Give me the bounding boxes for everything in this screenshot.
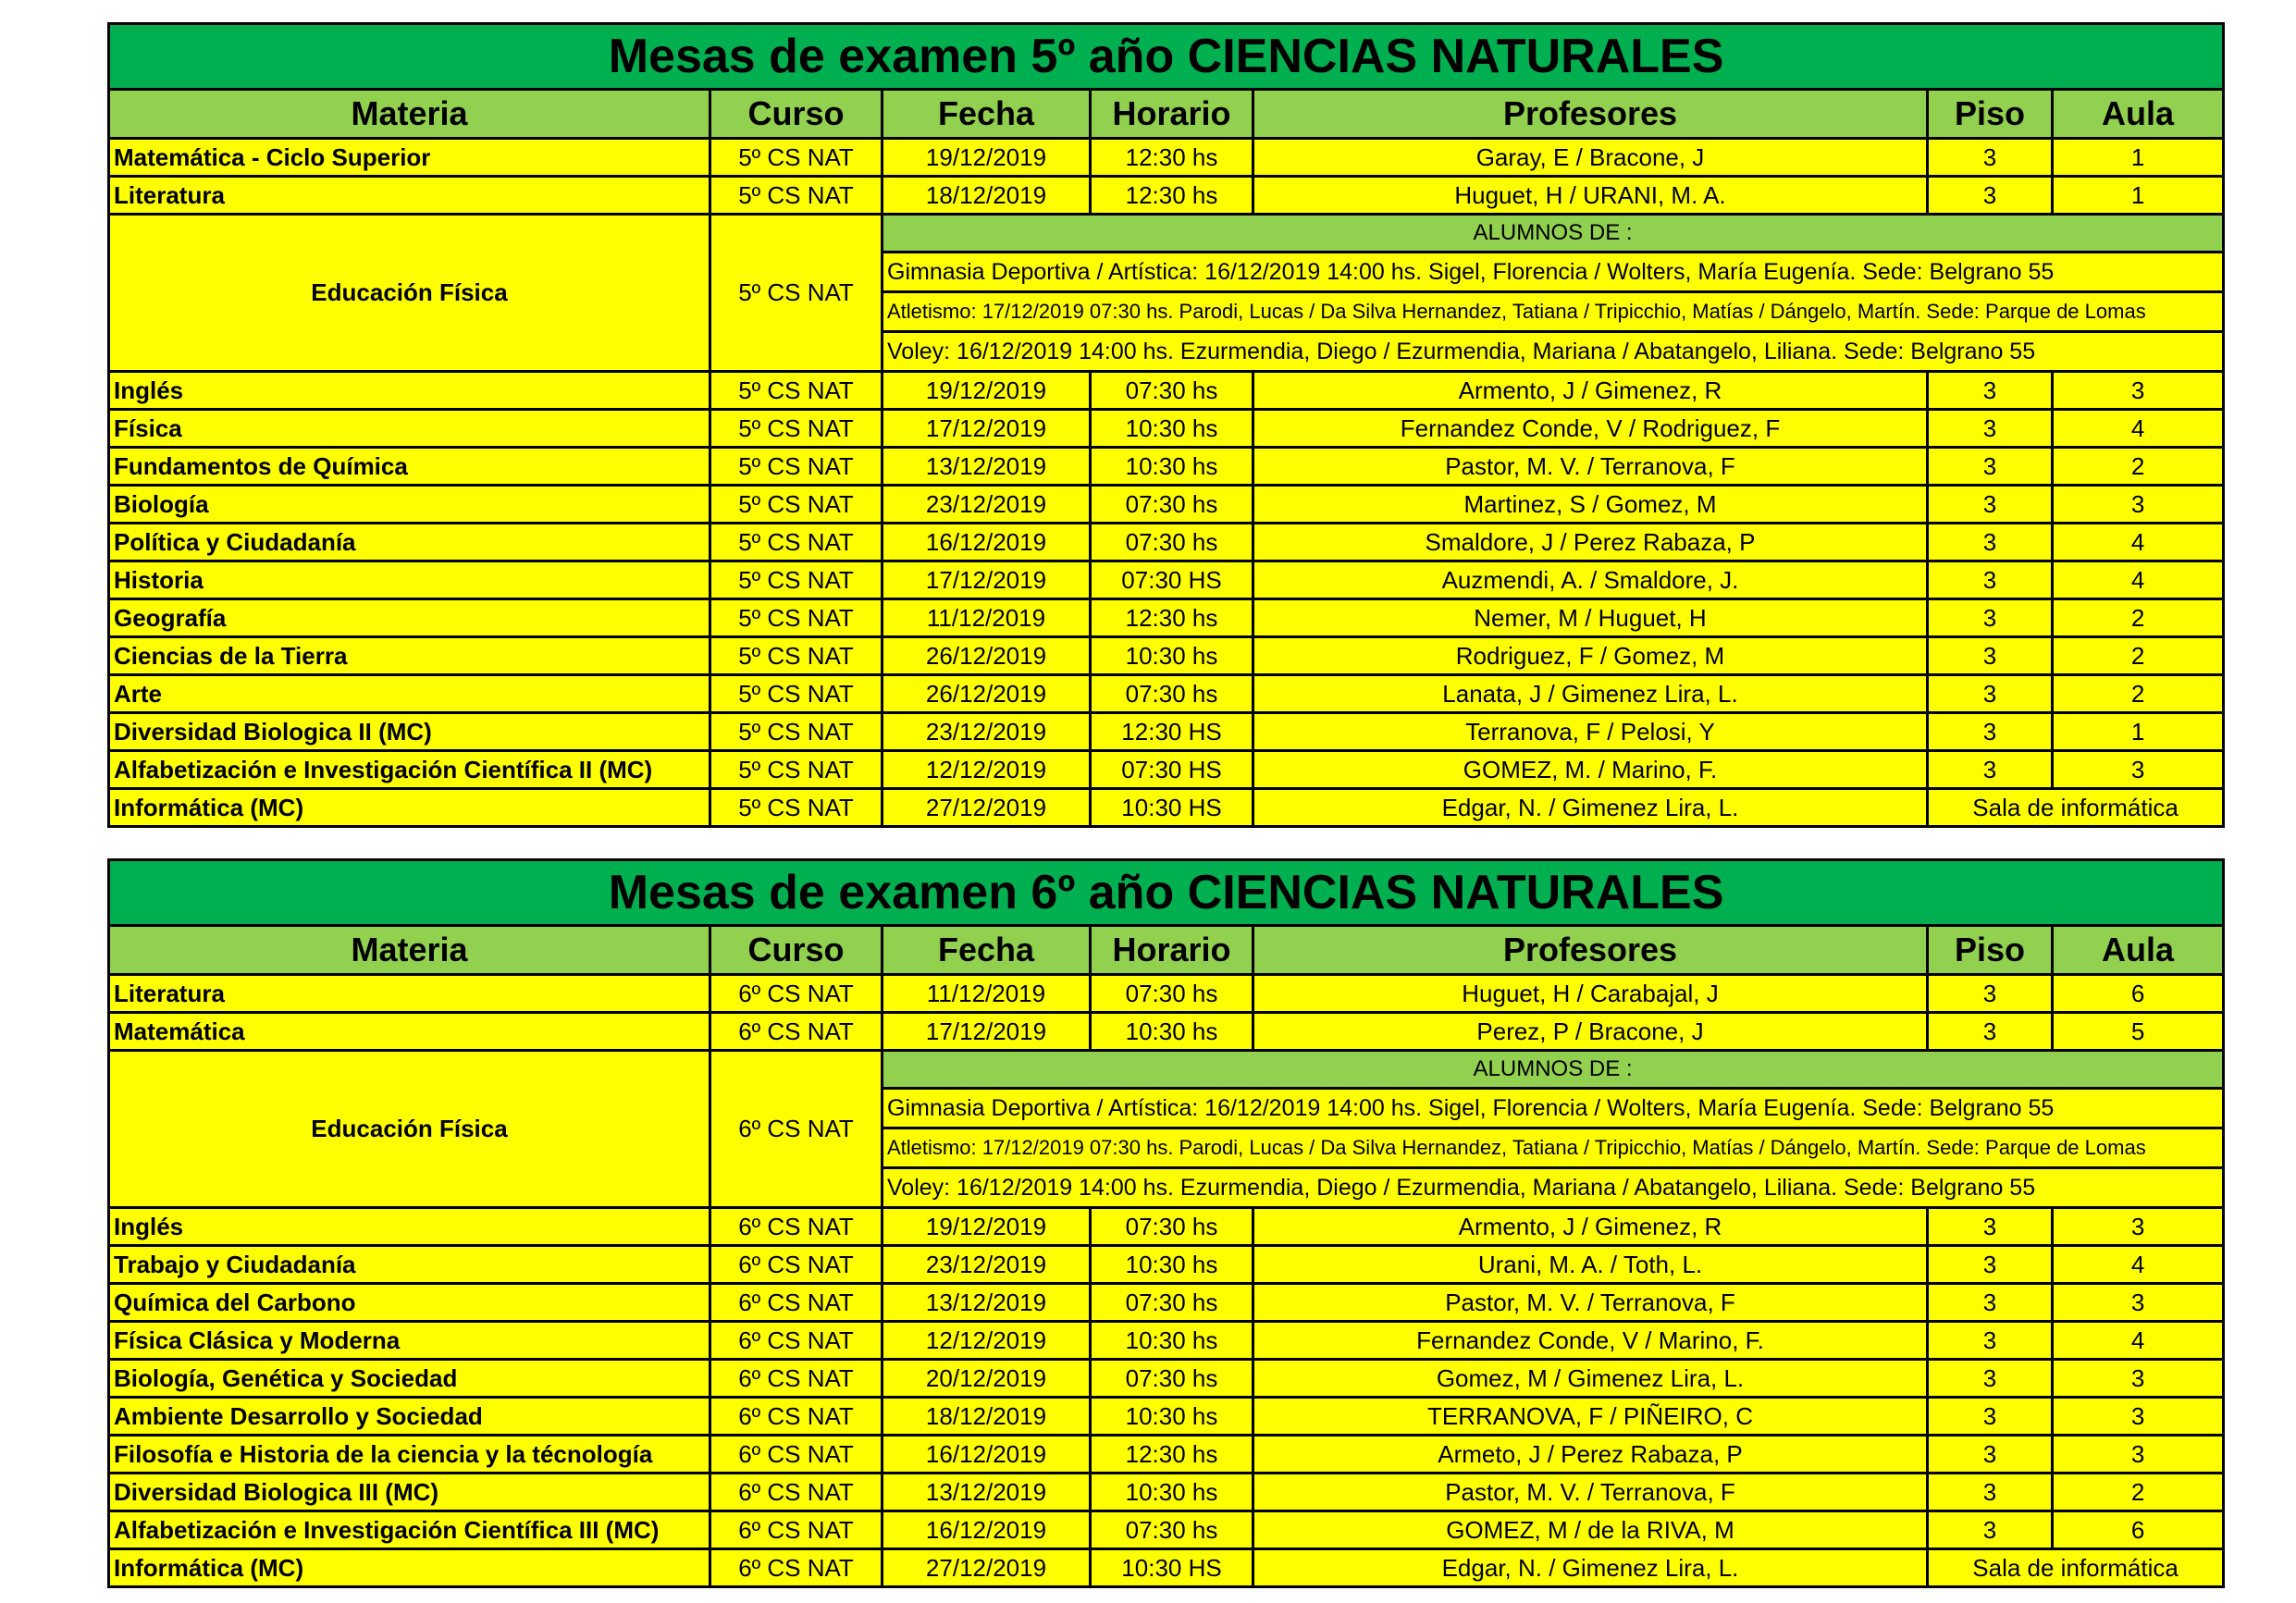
table-title-row	[109, 860, 2224, 926]
column-header: Curso	[710, 926, 883, 975]
profesores-cell: Gomez, M / Gimenez Lira, L.	[1253, 1360, 1928, 1398]
table-row	[109, 1246, 2224, 1284]
profesores-cell: Pastor, M. V. / Terranova, F	[1253, 1474, 1928, 1511]
table-title-row	[109, 24, 2224, 90]
ef-note: Voley: 16/12/2019 14:00 hs. Ezurmendia, Diego / Ezurmendia, Mariana / Abatangelo, Liliana. Sede: Belgrano 55	[883, 332, 2224, 372]
aula-cell: 3	[2053, 751, 2224, 789]
materia-cell: Fundamentos de Química	[109, 448, 710, 486]
exam-table-6	[107, 858, 2222, 1588]
materia-cell: Ambiente Desarrollo y Sociedad	[109, 1398, 710, 1436]
horario-cell: 10:30 hs	[1091, 1246, 1253, 1284]
materia-cell: Historia	[109, 561, 710, 599]
aula-cell: 3	[2053, 1436, 2224, 1474]
fecha-cell: 23/12/2019	[883, 1246, 1091, 1284]
aula-cell: 3	[2053, 372, 2224, 410]
horario-cell: 12:30 HS	[1091, 713, 1253, 751]
column-header: Curso	[710, 90, 883, 139]
piso-cell: 3	[1928, 637, 2053, 675]
horario-cell: 12:30 hs	[1091, 599, 1253, 637]
curso-cell: 5º CS NAT	[710, 561, 883, 599]
curso-cell: 6º CS NAT	[710, 1549, 883, 1587]
profesores-cell: Huguet, H / Carabajal, J	[1253, 975, 1928, 1013]
table-title: Mesas de examen 5º año CIENCIAS NATURALES	[109, 24, 2224, 90]
table-row	[109, 751, 2224, 789]
sala-cell: Sala de informática	[1928, 1549, 2224, 1587]
materia-cell: Biología	[109, 486, 710, 524]
column-header: Piso	[1928, 926, 2053, 975]
aula-cell: 4	[2053, 1246, 2224, 1284]
table-row	[109, 1322, 2224, 1360]
column-header: Fecha	[883, 90, 1091, 139]
aula-cell: 5	[2053, 1013, 2224, 1051]
materia-cell: Física	[109, 410, 710, 448]
table-row	[109, 1511, 2224, 1549]
piso-cell: 3	[1928, 599, 2053, 637]
alumnos-label: ALUMNOS DE :	[883, 215, 2224, 253]
aula-cell: 3	[2053, 1208, 2224, 1246]
profesores-cell: Pastor, M. V. / Terranova, F	[1253, 448, 1928, 486]
horario-cell: 10:30 hs	[1091, 1013, 1253, 1051]
aula-cell: 3	[2053, 486, 2224, 524]
horario-cell: 10:30 hs	[1091, 1398, 1253, 1436]
table-row	[109, 1474, 2224, 1511]
profesores-cell: Pastor, M. V. / Terranova, F	[1253, 1284, 1928, 1322]
piso-cell: 3	[1928, 675, 2053, 713]
fecha-cell: 23/12/2019	[883, 486, 1091, 524]
piso-cell: 3	[1928, 372, 2053, 410]
profesores-cell: Smaldore, J / Perez Rabaza, P	[1253, 524, 1928, 561]
horario-cell: 12:30 hs	[1091, 1436, 1253, 1474]
aula-cell: 3	[2053, 1398, 2224, 1436]
table-row	[109, 524, 2224, 561]
table-row	[109, 1360, 2224, 1398]
materia-cell: Trabajo y Ciudadanía	[109, 1246, 710, 1284]
curso-cell: 6º CS NAT	[710, 1051, 883, 1208]
column-header: Fecha	[883, 926, 1091, 975]
profesores-cell: TERRANOVA, F / PIÑEIRO, C	[1253, 1398, 1928, 1436]
aula-cell: 2	[2053, 637, 2224, 675]
table-row	[109, 372, 2224, 410]
curso-cell: 6º CS NAT	[710, 1246, 883, 1284]
aula-cell: 1	[2053, 139, 2224, 177]
curso-cell: 5º CS NAT	[710, 177, 883, 215]
table-row	[109, 1013, 2224, 1051]
fecha-cell: 16/12/2019	[883, 1436, 1091, 1474]
materia-cell: Alfabetización e Investigación Científica II (MC)	[109, 751, 710, 789]
materia-cell: Informática (MC)	[109, 789, 710, 827]
table-row	[109, 789, 2224, 827]
materia-cell: Diversidad Biologica II (MC)	[109, 713, 710, 751]
fecha-cell: 20/12/2019	[883, 1360, 1091, 1398]
horario-cell: 07:30 hs	[1091, 1511, 1253, 1549]
column-header: Aula	[2053, 926, 2224, 975]
aula-cell: 2	[2053, 675, 2224, 713]
materia-cell: Literatura	[109, 177, 710, 215]
fecha-cell: 18/12/2019	[883, 177, 1091, 215]
horario-cell: 07:30 hs	[1091, 975, 1253, 1013]
table-row	[109, 1284, 2224, 1322]
header-row	[109, 926, 2224, 975]
curso-cell: 5º CS NAT	[710, 486, 883, 524]
profesores-cell: Martinez, S / Gomez, M	[1253, 486, 1928, 524]
aula-cell: 1	[2053, 177, 2224, 215]
curso-cell: 6º CS NAT	[710, 1398, 883, 1436]
fecha-cell: 17/12/2019	[883, 1013, 1091, 1051]
curso-cell: 6º CS NAT	[710, 1322, 883, 1360]
materia-cell: Inglés	[109, 372, 710, 410]
fecha-cell: 19/12/2019	[883, 139, 1091, 177]
fecha-cell: 16/12/2019	[883, 524, 1091, 561]
profesores-cell: Garay, E / Bracone, J	[1253, 139, 1928, 177]
horario-cell: 07:30 hs	[1091, 524, 1253, 561]
horario-cell: 07:30 hs	[1091, 675, 1253, 713]
piso-cell: 3	[1928, 410, 2053, 448]
table-row	[109, 177, 2224, 215]
profesores-cell: Fernandez Conde, V / Rodriguez, F	[1253, 410, 1928, 448]
materia-cell: Alfabetización e Investigación Científica III (MC)	[109, 1511, 710, 1549]
piso-cell: 3	[1928, 713, 2053, 751]
table-row	[109, 675, 2224, 713]
fecha-cell: 16/12/2019	[883, 1511, 1091, 1549]
curso-cell: 6º CS NAT	[710, 1474, 883, 1511]
piso-cell: 3	[1928, 486, 2053, 524]
fecha-cell: 13/12/2019	[883, 448, 1091, 486]
profesores-cell: Nemer, M / Huguet, H	[1253, 599, 1928, 637]
fecha-cell: 11/12/2019	[883, 599, 1091, 637]
table-row	[109, 561, 2224, 599]
horario-cell: 10:30 hs	[1091, 1474, 1253, 1511]
curso-cell: 5º CS NAT	[710, 524, 883, 561]
piso-cell: 3	[1928, 524, 2053, 561]
profesores-cell: Rodriguez, F / Gomez, M	[1253, 637, 1928, 675]
horario-cell: 07:30 hs	[1091, 372, 1253, 410]
materia-cell: Física Clásica y Moderna	[109, 1322, 710, 1360]
horario-cell: 12:30 hs	[1091, 177, 1253, 215]
table-row	[109, 1208, 2224, 1246]
fecha-cell: 17/12/2019	[883, 410, 1091, 448]
fecha-cell: 26/12/2019	[883, 637, 1091, 675]
curso-cell: 5º CS NAT	[710, 139, 883, 177]
fecha-cell: 26/12/2019	[883, 675, 1091, 713]
materia-cell: Ciencias de la Tierra	[109, 637, 710, 675]
alumnos-label: ALUMNOS DE :	[883, 1051, 2224, 1089]
piso-cell: 3	[1928, 448, 2053, 486]
aula-cell: 6	[2053, 975, 2224, 1013]
aula-cell: 2	[2053, 1474, 2224, 1511]
curso-cell: 5º CS NAT	[710, 448, 883, 486]
materia-cell: Inglés	[109, 1208, 710, 1246]
profesores-cell: Edgar, N. / Gimenez Lira, L.	[1253, 789, 1928, 827]
materia-cell: Informática (MC)	[109, 1549, 710, 1587]
horario-cell: 07:30 HS	[1091, 561, 1253, 599]
curso-cell: 6º CS NAT	[710, 1436, 883, 1474]
curso-cell: 5º CS NAT	[710, 215, 883, 372]
sala-cell: Sala de informática	[1928, 789, 2224, 827]
piso-cell: 3	[1928, 1360, 2053, 1398]
curso-cell: 5º CS NAT	[710, 751, 883, 789]
aula-cell: 4	[2053, 524, 2224, 561]
table-row	[109, 1436, 2224, 1474]
aula-cell: 2	[2053, 448, 2224, 486]
profesores-cell: Armento, J / Gimenez, R	[1253, 1208, 1928, 1246]
horario-cell: 10:30 hs	[1091, 410, 1253, 448]
table-row	[109, 448, 2224, 486]
curso-cell: 5º CS NAT	[710, 713, 883, 751]
horario-cell: 07:30 hs	[1091, 1208, 1253, 1246]
curso-cell: 6º CS NAT	[710, 975, 883, 1013]
table-row	[109, 637, 2224, 675]
ef-note: Voley: 16/12/2019 14:00 hs. Ezurmendia, Diego / Ezurmendia, Mariana / Abatangelo, Liliana. Sede: Belgrano 55	[883, 1168, 2224, 1208]
ef-note: Atletismo: 17/12/2019 07:30 hs. Parodi, Lucas / Da Silva Hernandez, Tatiana / Tripicchio, Matías / Dángelo, Martín. Sede: Parque de Lomas	[883, 1128, 2224, 1168]
materia-cell: Diversidad Biologica III (MC)	[109, 1474, 710, 1511]
piso-cell: 3	[1928, 1511, 2053, 1549]
curso-cell: 6º CS NAT	[710, 1284, 883, 1322]
ef-note: Gimnasia Deportiva / Artística: 16/12/2019 14:00 hs. Sigel, Florencia / Wolters, María Eugenía. Sede: Belgrano 55	[883, 1089, 2224, 1128]
table-row	[109, 713, 2224, 751]
profesores-cell: Armento, J / Gimenez, R	[1253, 372, 1928, 410]
aula-cell: 3	[2053, 1284, 2224, 1322]
materia-cell: Matemática - Ciclo Superior	[109, 139, 710, 177]
column-header: Materia	[109, 926, 710, 975]
fecha-cell: 12/12/2019	[883, 1322, 1091, 1360]
curso-cell: 5º CS NAT	[710, 372, 883, 410]
fecha-cell: 13/12/2019	[883, 1474, 1091, 1511]
curso-cell: 6º CS NAT	[710, 1013, 883, 1051]
fecha-cell: 27/12/2019	[883, 1549, 1091, 1587]
fecha-cell: 12/12/2019	[883, 751, 1091, 789]
piso-cell: 3	[1928, 1246, 2053, 1284]
curso-cell: 5º CS NAT	[710, 410, 883, 448]
exam-table	[107, 22, 2225, 828]
fecha-cell: 11/12/2019	[883, 975, 1091, 1013]
piso-cell: 3	[1928, 561, 2053, 599]
table-row	[109, 599, 2224, 637]
piso-cell: 3	[1928, 1474, 2053, 1511]
table-title: Mesas de examen 6º año CIENCIAS NATURALES	[109, 860, 2224, 926]
fecha-cell: 13/12/2019	[883, 1284, 1091, 1322]
curso-cell: 6º CS NAT	[710, 1208, 883, 1246]
column-header: Materia	[109, 90, 710, 139]
ef-note: Gimnasia Deportiva / Artística: 16/12/2019 14:00 hs. Sigel, Florencia / Wolters, María Eugenía. Sede: Belgrano 55	[883, 253, 2224, 292]
profesores-cell: Urani, M. A. / Toth, L.	[1253, 1246, 1928, 1284]
ef-row	[109, 215, 2224, 253]
profesores-cell: Armeto, J / Perez Rabaza, P	[1253, 1436, 1928, 1474]
horario-cell: 10:30 hs	[1091, 1322, 1253, 1360]
materia-cell: Política y Ciudadanía	[109, 524, 710, 561]
piso-cell: 3	[1928, 975, 2053, 1013]
profesores-cell: Fernandez Conde, V / Marino, F.	[1253, 1322, 1928, 1360]
horario-cell: 07:30 hs	[1091, 486, 1253, 524]
aula-cell: 6	[2053, 1511, 2224, 1549]
curso-cell: 5º CS NAT	[710, 789, 883, 827]
piso-cell: 3	[1928, 751, 2053, 789]
piso-cell: 3	[1928, 139, 2053, 177]
curso-cell: 5º CS NAT	[710, 599, 883, 637]
profesores-cell: Terranova, F / Pelosi, Y	[1253, 713, 1928, 751]
header-row	[109, 90, 2224, 139]
table-row	[109, 139, 2224, 177]
aula-cell: 1	[2053, 713, 2224, 751]
materia-cell: Educación Física	[109, 1051, 710, 1208]
piso-cell: 3	[1928, 1436, 2053, 1474]
profesores-cell: Huguet, H / URANI, M. A.	[1253, 177, 1928, 215]
materia-cell: Arte	[109, 675, 710, 713]
ef-row	[109, 1051, 2224, 1089]
horario-cell: 10:30 HS	[1091, 789, 1253, 827]
piso-cell: 3	[1928, 1284, 2053, 1322]
table-row	[109, 486, 2224, 524]
profesores-cell: Lanata, J / Gimenez Lira, L.	[1253, 675, 1928, 713]
column-header: Piso	[1928, 90, 2053, 139]
materia-cell: Matemática	[109, 1013, 710, 1051]
materia-cell: Química del Carbono	[109, 1284, 710, 1322]
materia-cell: Filosofía e Historia de la ciencia y la técnología	[109, 1436, 710, 1474]
curso-cell: 5º CS NAT	[710, 675, 883, 713]
fecha-cell: 18/12/2019	[883, 1398, 1091, 1436]
piso-cell: 3	[1928, 1322, 2053, 1360]
fecha-cell: 17/12/2019	[883, 561, 1091, 599]
column-header: Aula	[2053, 90, 2224, 139]
curso-cell: 5º CS NAT	[710, 637, 883, 675]
profesores-cell: GOMEZ, M / de la RIVA, M	[1253, 1511, 1928, 1549]
column-header: Profesores	[1253, 926, 1928, 975]
piso-cell: 3	[1928, 177, 2053, 215]
fecha-cell: 19/12/2019	[883, 372, 1091, 410]
piso-cell: 3	[1928, 1013, 2053, 1051]
exam-table-5	[107, 22, 2222, 828]
aula-cell: 4	[2053, 561, 2224, 599]
profesores-cell: Perez, P / Bracone, J	[1253, 1013, 1928, 1051]
column-header: Horario	[1091, 90, 1253, 139]
fecha-cell: 23/12/2019	[883, 713, 1091, 751]
horario-cell: 07:30 hs	[1091, 1284, 1253, 1322]
aula-cell: 2	[2053, 599, 2224, 637]
table-row	[109, 410, 2224, 448]
curso-cell: 6º CS NAT	[710, 1511, 883, 1549]
piso-cell: 3	[1928, 1398, 2053, 1436]
horario-cell: 10:30 HS	[1091, 1549, 1253, 1587]
table-row	[109, 1398, 2224, 1436]
curso-cell: 6º CS NAT	[710, 1360, 883, 1398]
horario-cell: 10:30 hs	[1091, 637, 1253, 675]
horario-cell: 10:30 hs	[1091, 448, 1253, 486]
materia-cell: Biología, Genética y Sociedad	[109, 1360, 710, 1398]
profesores-cell: GOMEZ, M. / Marino, F.	[1253, 751, 1928, 789]
profesores-cell: Auzmendi, A. / Smaldore, J.	[1253, 561, 1928, 599]
materia-cell: Literatura	[109, 975, 710, 1013]
exam-table	[107, 858, 2225, 1588]
aula-cell: 3	[2053, 1360, 2224, 1398]
column-header: Horario	[1091, 926, 1253, 975]
materia-cell: Educación Física	[109, 215, 710, 372]
aula-cell: 4	[2053, 410, 2224, 448]
aula-cell: 4	[2053, 1322, 2224, 1360]
horario-cell: 07:30 HS	[1091, 751, 1253, 789]
horario-cell: 07:30 hs	[1091, 1360, 1253, 1398]
table-row	[109, 975, 2224, 1013]
ef-note: Atletismo: 17/12/2019 07:30 hs. Parodi, Lucas / Da Silva Hernandez, Tatiana / Tripicchio, Matías / Dángelo, Martín. Sede: Parque de Lomas	[883, 292, 2224, 332]
fecha-cell: 19/12/2019	[883, 1208, 1091, 1246]
materia-cell: Geografía	[109, 599, 710, 637]
profesores-cell: Edgar, N. / Gimenez Lira, L.	[1253, 1549, 1928, 1587]
column-header: Profesores	[1253, 90, 1928, 139]
fecha-cell: 27/12/2019	[883, 789, 1091, 827]
horario-cell: 12:30 hs	[1091, 139, 1253, 177]
table-row	[109, 1549, 2224, 1587]
piso-cell: 3	[1928, 1208, 2053, 1246]
